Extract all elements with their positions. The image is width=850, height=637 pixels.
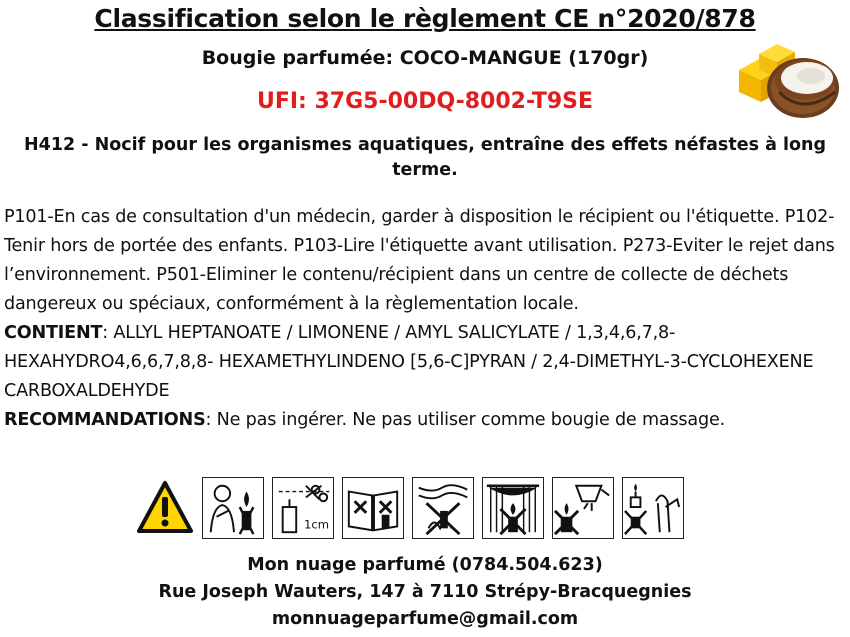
coconut-mango-image bbox=[731, 30, 841, 120]
label-body bbox=[4, 203, 844, 435]
page-title: Classification selon le règlement CE n°2020/878 bbox=[94, 4, 756, 33]
trim-wick-icon bbox=[272, 477, 334, 539]
company-address: Rue Joseph Wauters, 147 à 7110 Strépy-Bracquegnies bbox=[158, 582, 692, 602]
recommendations-text: : Ne pas ingérer. Ne pas utiliser comme bougie de massage. bbox=[205, 410, 725, 430]
recommendations-section bbox=[4, 406, 844, 435]
product-name: Bougie parfumée: COCO-MANGUE (170gr) bbox=[201, 47, 649, 69]
contains-label: CONTIENT bbox=[4, 323, 103, 343]
precautionary-statements: P101-En cas de consultation d'un médecin, garder à disposition le récipient ou l'étiquette. P102-Tenir hors de portée des enfants. P103-Lire l'étiquette avant utilisation. P273-Eviter le rejet dans l’environnement. P501-Eliminer le contenu/récipient dans un centre de collecte de déchets dangereux ou spéciaux, conformément à la règlementation locale. bbox=[4, 207, 835, 314]
company-footer bbox=[0, 552, 850, 633]
no-draft-icon bbox=[412, 477, 474, 539]
contains-section bbox=[4, 319, 844, 406]
no-moving-lit-icon bbox=[552, 477, 614, 539]
company-name: Mon nuage parfumé (0784.504.623) bbox=[247, 555, 603, 575]
contains-text: : ALLYL HEPTANOATE / LIMONENE / AMYL SALICYLATE / 1,3,4,6,7,8-HEXAHYDRO4,6,6,7,8,8- HEXAMETHYLINDENO [5,6-C]PYRAN / 2,4-DIMETHYL-3-CYCLOHEXENE CARBOXALDEHYDE bbox=[4, 323, 814, 401]
recommendations-label: RECOMMANDATIONS bbox=[4, 410, 206, 430]
safety-pictograms bbox=[136, 475, 684, 541]
hazard-statement: H412 - Nocif pour les organismes aquatiques, entraîne des effets néfastes à long terme. bbox=[24, 135, 826, 180]
trim-label: 1cm bbox=[303, 517, 330, 532]
no-flammable-icon bbox=[622, 477, 684, 539]
read-instructions-icon bbox=[342, 477, 404, 539]
keep-away-children-icon bbox=[202, 477, 264, 539]
no-curtains-icon bbox=[482, 477, 544, 539]
warning-triangle-icon bbox=[136, 477, 194, 539]
ufi-code: UFI: 37G5-00DQ-8002-T9SE bbox=[256, 89, 594, 114]
company-email: monnuageparfume@gmail.com bbox=[271, 609, 579, 629]
